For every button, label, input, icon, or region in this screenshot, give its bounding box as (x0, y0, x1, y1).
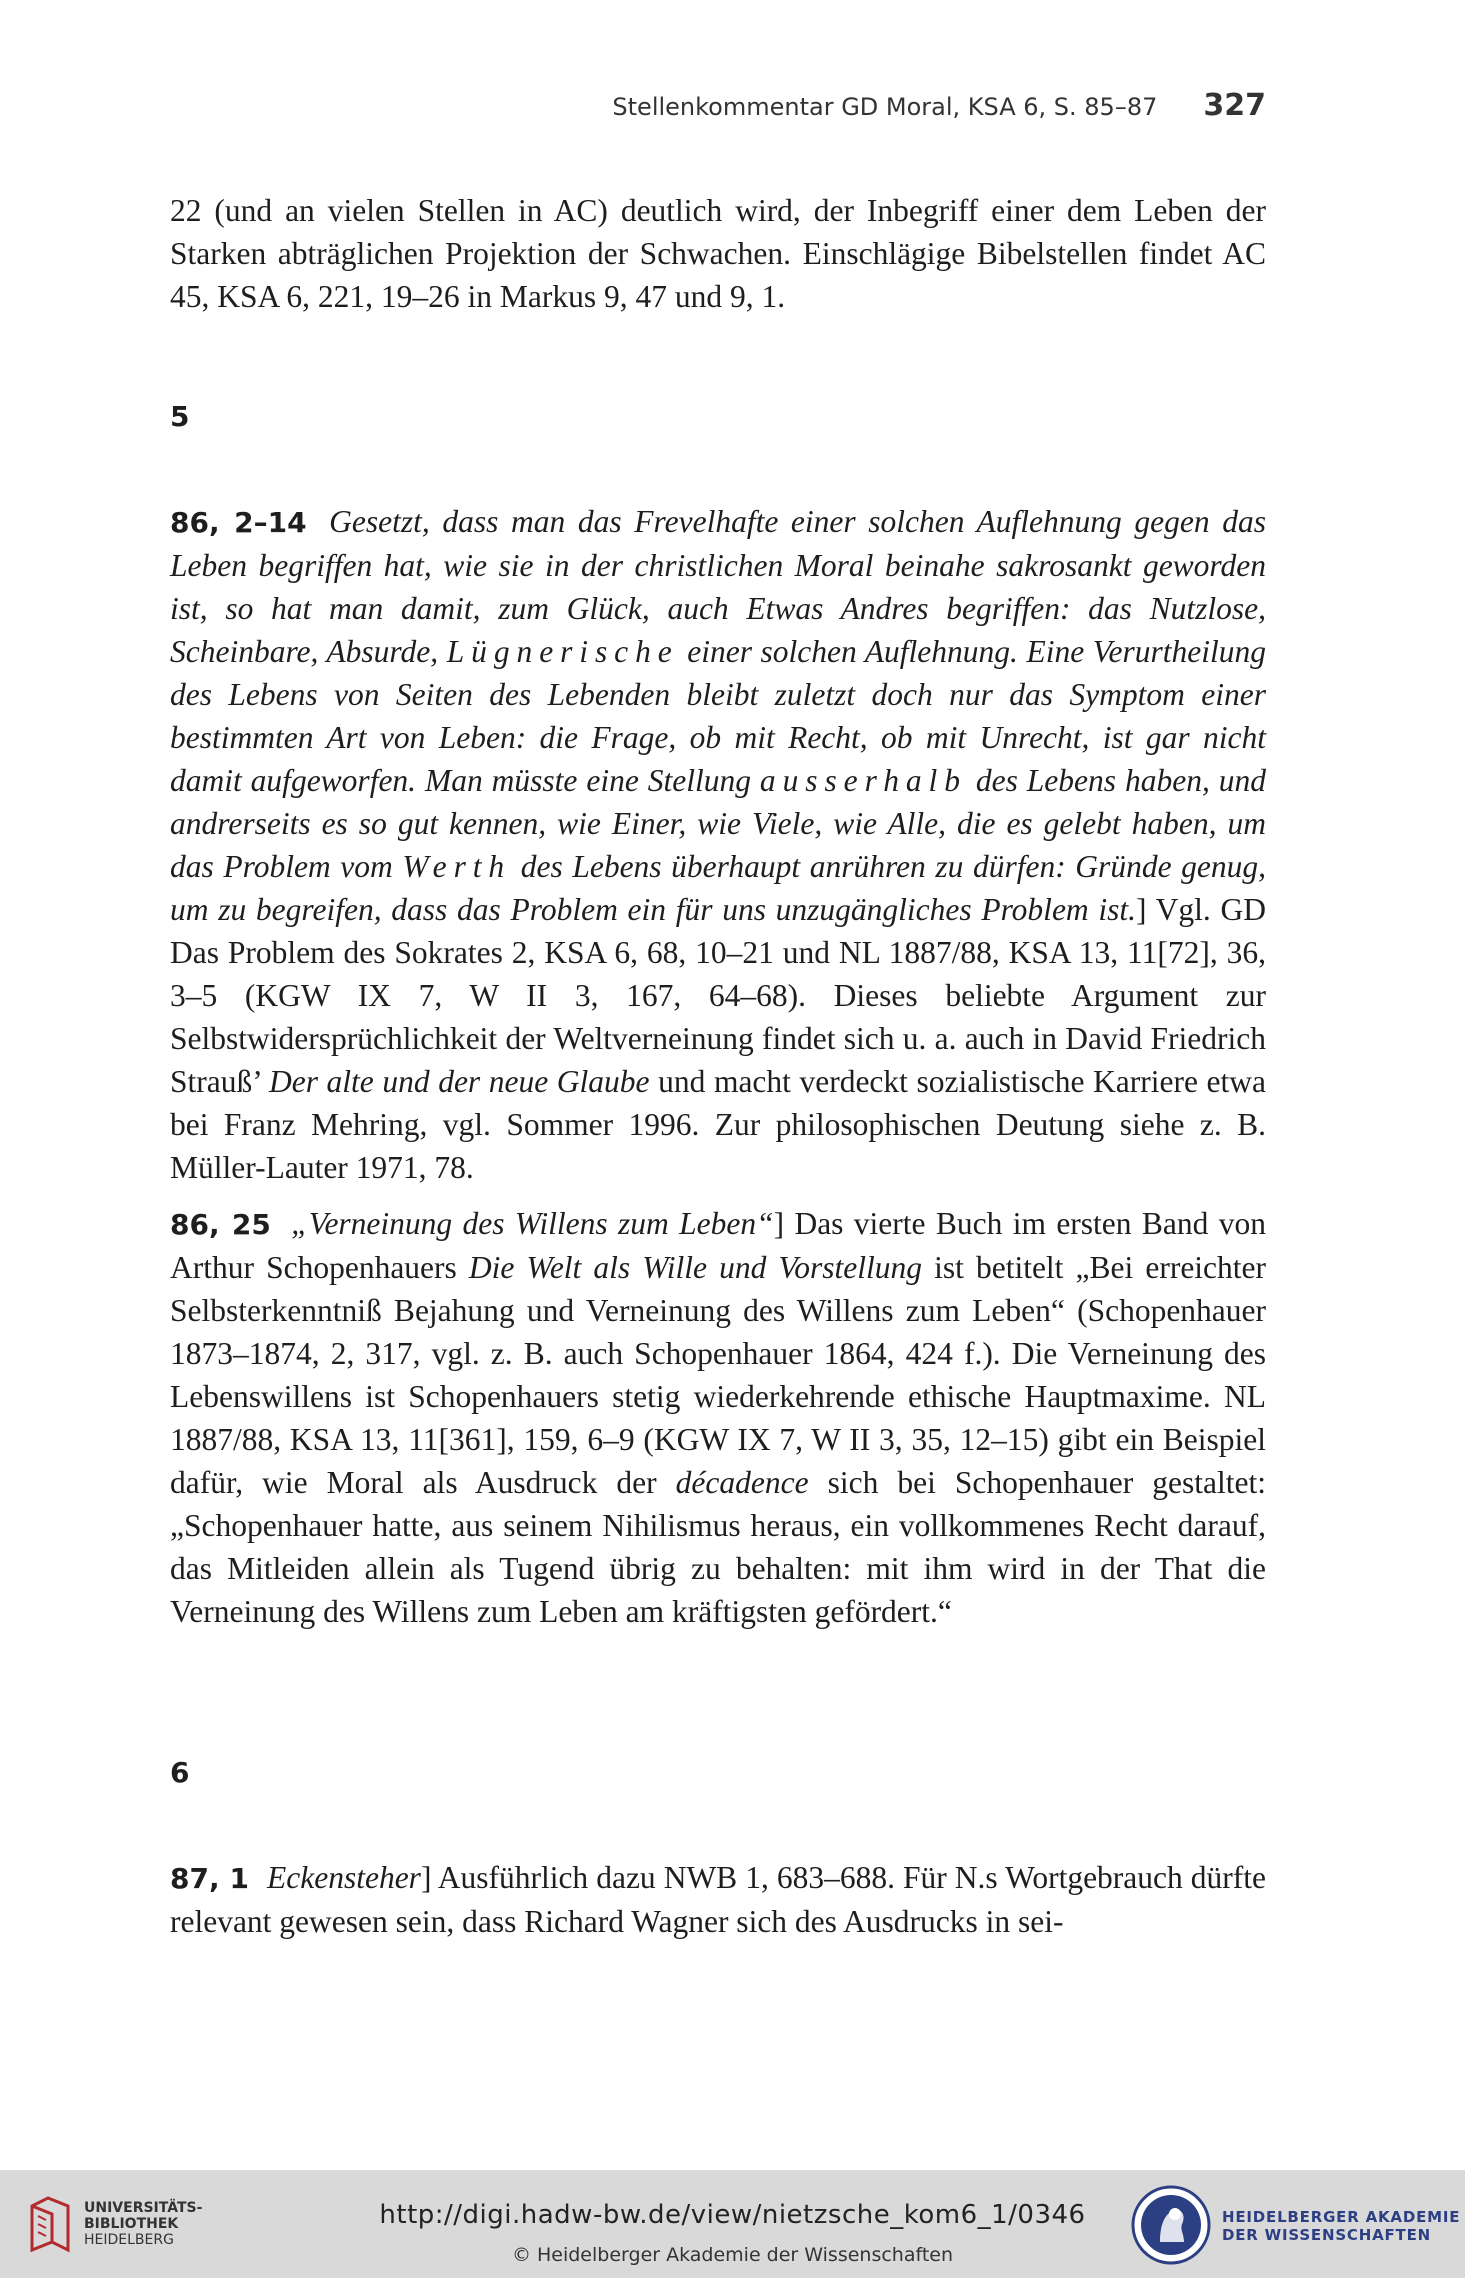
digitization-footer (0, 2170, 1465, 2278)
commentary-entry-87-1 (170, 1856, 1266, 1943)
commentary-entry-86-2 (170, 500, 1266, 1189)
book-title: Die Welt als Wille und Vorstellung (468, 1250, 922, 1285)
permalink-url[interactable]: http://digi.hadw-bw.de/view/nietzsche_kom6_1/0346 (379, 2200, 1086, 2230)
italic-term: décadence (675, 1465, 809, 1500)
lemma-text: Eckensteher (267, 1860, 421, 1895)
section-heading-6: 6 (170, 1756, 190, 1789)
hadw-logo-text: HEIDELBERGER AKADEMIE DER WISSENSCHAFTEN (1222, 2208, 1461, 2244)
commentary-text: ] Ausführlich dazu NWB 1, 683–688. Für N.s Wortgebrauch dürfte relevant gewesen sein, dass Richard Wagner sich des Ausdrucks in sei- (170, 1860, 1266, 1939)
book-title: Der alte und der neue Glaube (268, 1064, 650, 1099)
lemma-text: „Verneinung des Willens zum Leben“ (291, 1206, 774, 1241)
academy-seal-icon[interactable] (1130, 2184, 1212, 2266)
entry-reference: 86, 2–14 (170, 506, 307, 539)
intro-paragraph: 22 (und an vielen Stellen in AC) deutlich wird, der Inbegriff einer dem Leben der Starken abträglichen Projektion der Schwachen. Einschlägige Bibelstellen findet AC 45, KSA 6, 221, 19–26 in Markus 9, 47 und 9, 1. (170, 193, 1266, 314)
commentary-entry-86-25 (170, 1202, 1266, 1633)
commentary-text: ] Das vierte Buch im ersten Band von Arthur Schopenhauers (170, 1206, 1266, 1285)
commentary-text: ] Vgl. GD Das Problem des Sokrates 2, KSA 6, 68, 10–21 und NL 1887/88, KSA 13, 11[72], 36, 3–5 (KGW IX 7, W II 3, 167, 64–68). Dieses beliebte Argument zur Selbstwidersprüchlichkeit der Weltverneinung findet sich u. a. auch in David Friedrich Strauß’ (170, 892, 1266, 1099)
ub-heidelberg-logo[interactable]: UNIVERSITÄTS- BIBLIOTHEK HEIDELBERG (28, 2186, 188, 2264)
copyright-notice: © Heidelberger Akademie der Wissenschaften (511, 2244, 954, 2266)
running-title: Stellenkommentar GD Moral, KSA 6, S. 85–87 (612, 93, 1158, 121)
entry-reference: 86, 25 (170, 1208, 271, 1241)
commentary-text: ist betitelt „Bei erreichter Selbsterkenntniß Bejahung und Verneinung des Willens zum Leben“ (Schopenhauer 1873–1874, 2, 317, vgl. z. B. auch Schopenhauer 1864, 424 f.). Die Verneinung des Lebenswillens ist Schopenhauers stetig wiederkehrende ethische Hauptmaxime. NL 1887/88, KSA 13, 11[361], 159, 6–9 (KGW IX 7, W II 3, 35, 12–15) gibt ein Beispiel dafür, wie Moral als Ausdruck der (170, 1250, 1267, 1500)
commentary-text: und macht verdeckt sozialistische Karriere etwa bei Franz Mehring, vgl. Sommer 1996. Zur philosophischen Deutung siehe z. B. Müller-Lauter 1971, 78. (170, 1064, 1266, 1185)
entry-reference: 87, 1 (170, 1862, 249, 1895)
section-heading-5: 5 (170, 400, 190, 433)
running-head (170, 88, 1266, 123)
spaced-emphasis: Werth (402, 849, 512, 884)
page-number: 327 (1203, 88, 1266, 123)
lemma-text: Gesetzt, dass man das Frevelhafte einer solchen Auflehnung gegen das Leben begriffen hat, wie sie in der christlichen Moral beinahe sakrosankt geworden ist, so hat man damit, zum Glück, auch Etwas Andres begriffen: das Nutzlose, Scheinbare, Absurde, Lügnerische einer solchen Auflehnung. Eine Verurtheilung des Lebens von Seiten des Lebenden bleibt zuletzt doch nur das Symptom einer bestimmten Art von Leben: die Frage, ob mit Recht, ob mit Unrecht, ist gar nicht damit aufgeworfen. Man müsste eine Stellung ausserhalb des Lebens haben, und andrerseits es so gut kennen, wie Einer, wie Viele, wie Alle, die es gelebt haben, um das Problem vom Werth des Lebens überhaupt anrühren zu dürfen: Gründe genug, um zu begreifen, dass das Problem ein für uns unzugängliches Problem ist. (170, 504, 1267, 927)
commentary-text: sich bei Schopenhauer gestaltet: „Schopenhauer hatte, aus seinem Nihilismus heraus, ein vollkommenes Recht darauf, das Mitleiden allein als Tugend übrig zu behalten: mit ihm wird in der That die Verneinung des Willens zum Leben am kräftigsten gefördert.“ (170, 1465, 1267, 1629)
spaced-emphasis: Lügnerische (446, 634, 679, 669)
spaced-emphasis: ausserhalb (759, 763, 967, 798)
